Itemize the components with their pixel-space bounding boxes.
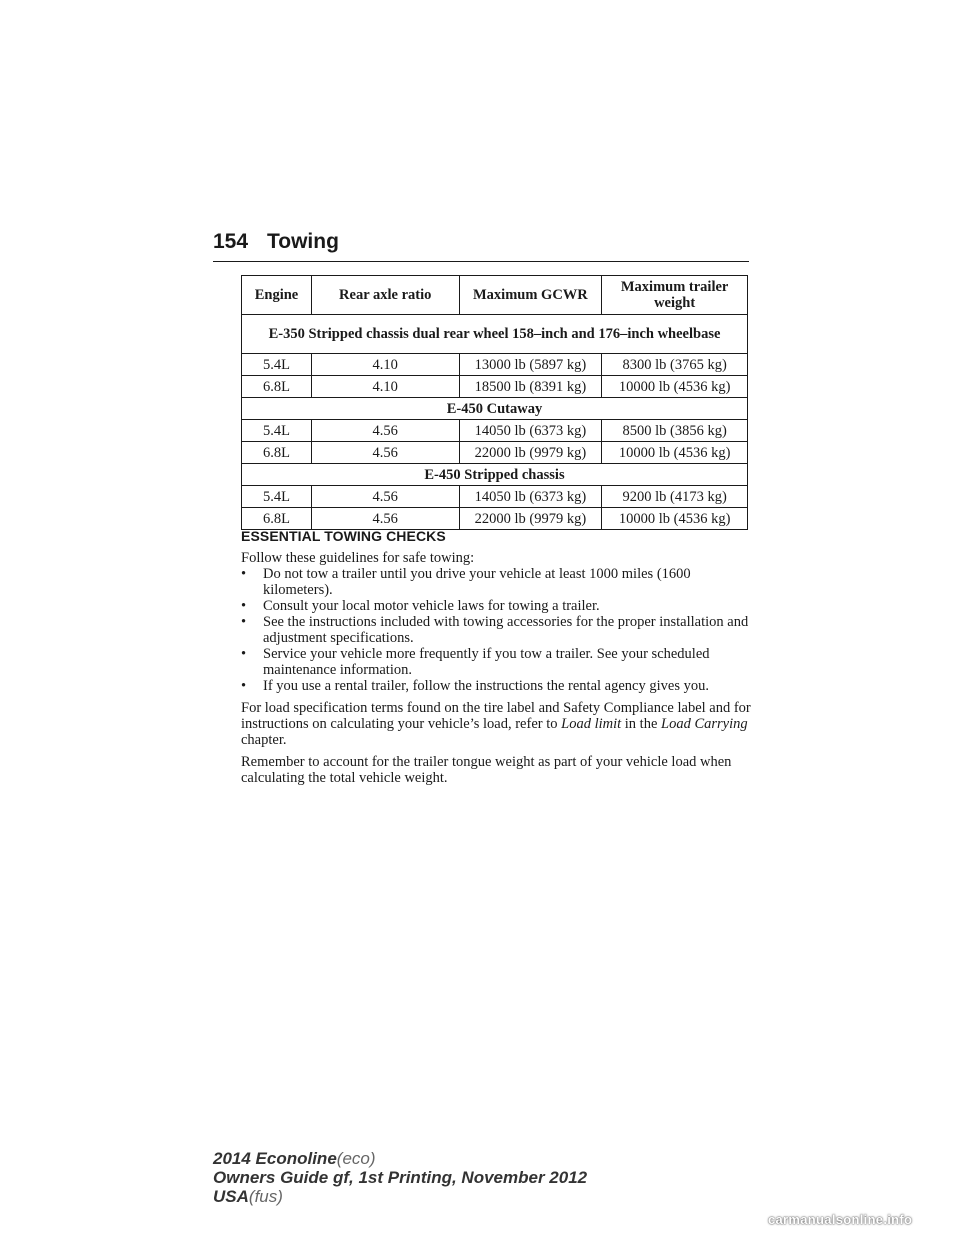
table-row: [242, 420, 748, 442]
column-header-engine: Engine: [242, 276, 312, 315]
group-title-e450-cutaway: E-450 Cutaway: [242, 398, 748, 420]
column-header-maximum-trailer-weight: Maximum trailer weight: [602, 276, 748, 315]
list-item-text: Do not tow a trailer until you drive your vehicle at least 1000 miles (1600 kilometers).: [263, 566, 691, 598]
table-row: [242, 508, 748, 530]
group-row: [242, 398, 748, 420]
list-item: [241, 614, 761, 646]
cell-trailer-weight: 9200 lb (4173 kg): [602, 486, 748, 508]
header-divider: [213, 261, 749, 262]
paragraph-text: chapter.: [241, 732, 287, 748]
footer-model-line: [213, 1149, 587, 1168]
paragraph-text: in the: [624, 716, 658, 732]
table-row: [242, 486, 748, 508]
table-row: [242, 354, 748, 376]
page-number: 154: [213, 230, 249, 253]
footer-market-line: [213, 1187, 587, 1206]
page-footer: [213, 1149, 587, 1206]
section-title: Towing: [267, 230, 339, 253]
group-title-e350-stripped: E-350 Stripped chassis dual rear wheel 158–inch and 176–inch wheelbase: [242, 315, 748, 354]
bullet-icon: •: [241, 566, 247, 582]
cell-axle-ratio: 4.56: [311, 508, 459, 530]
tongue-weight-paragraph: Remember to account for the trailer tongue weight as part of your vehicle load when calculating the total vehicle weight.: [241, 754, 732, 786]
cell-axle-ratio: 4.56: [311, 442, 459, 464]
bullet-icon: •: [241, 614, 247, 630]
cell-axle-ratio: 4.56: [311, 486, 459, 508]
cell-engine: 5.4L: [242, 420, 312, 442]
cell-engine: 5.4L: [242, 486, 312, 508]
model-code: (eco): [336, 1149, 376, 1168]
bullet-icon: •: [241, 646, 247, 662]
list-item-text: If you use a rental trailer, follow the instructions the rental agency gives you.: [263, 678, 709, 694]
cell-trailer-weight: 8300 lb (3765 kg): [602, 354, 748, 376]
list-item: [241, 678, 761, 694]
footer-guide-line: Owners Guide gf, 1st Printing, November 2012: [213, 1168, 588, 1187]
watermark-link[interactable]: carmanualsonline.info: [768, 1212, 913, 1227]
bullet-icon: •: [241, 678, 247, 694]
market-name: USA: [213, 1187, 249, 1206]
cell-gcwr: 18500 lb (8391 kg): [459, 376, 602, 398]
cell-trailer-weight: 10000 lb (4536 kg): [602, 376, 748, 398]
cell-gcwr: 13000 lb (5897 kg): [459, 354, 602, 376]
bullet-icon: •: [241, 598, 247, 614]
cell-axle-ratio: 4.10: [311, 376, 459, 398]
load-specification-paragraph: [241, 700, 761, 748]
market-code: (fus): [248, 1187, 283, 1206]
cell-engine: 6.8L: [242, 508, 312, 530]
paragraph-text: For load specification terms found on the tire label and Safety Compliance label and for instructions on calculating your vehicle’s load, refer to: [241, 700, 751, 732]
cell-trailer-weight: 10000 lb (4536 kg): [602, 442, 748, 464]
guidelines-list: [241, 566, 761, 694]
list-item: [241, 598, 761, 614]
cell-trailer-weight: 8500 lb (3856 kg): [602, 420, 748, 442]
list-item-text: Consult your local motor vehicle laws for towing a trailer.: [263, 598, 600, 614]
cell-gcwr: 14050 lb (6373 kg): [459, 420, 602, 442]
group-row: [242, 464, 748, 486]
towing-checks-section: [241, 528, 761, 792]
list-item-text: Service your vehicle more frequently if you tow a trailer. See your scheduled maintenance information.: [263, 646, 710, 678]
cell-gcwr: 22000 lb (9979 kg): [459, 508, 602, 530]
load-limit-reference: Load limit: [561, 716, 622, 732]
cell-engine: 6.8L: [242, 442, 312, 464]
model-name: 2014 Econoline: [213, 1149, 337, 1168]
group-row: [242, 315, 748, 354]
towing-spec-table: [241, 275, 748, 530]
table-row: [242, 442, 748, 464]
table-header-row: [242, 276, 748, 315]
table-row: [242, 376, 748, 398]
column-header-rear-axle-ratio: Rear axle ratio: [311, 276, 459, 315]
list-item-text: See the instructions included with towing accessories for the proper installation and adjustment specifications.: [263, 614, 749, 646]
cell-axle-ratio: 4.10: [311, 354, 459, 376]
cell-gcwr: 22000 lb (9979 kg): [459, 442, 602, 464]
cell-engine: 6.8L: [242, 376, 312, 398]
list-item: [241, 646, 761, 678]
column-header-maximum-gcwr: Maximum GCWR: [459, 276, 602, 315]
cell-engine: 5.4L: [242, 354, 312, 376]
group-title-e450-stripped: E-450 Stripped chassis: [242, 464, 748, 486]
cell-trailer-weight: 10000 lb (4536 kg): [602, 508, 748, 530]
cell-axle-ratio: 4.56: [311, 420, 459, 442]
load-carrying-reference: Load Carrying: [661, 716, 748, 732]
list-item: [241, 566, 761, 598]
cell-gcwr: 14050 lb (6373 kg): [459, 486, 602, 508]
section-heading: ESSENTIAL TOWING CHECKS: [241, 528, 446, 544]
intro-text: Follow these guidelines for safe towing:: [241, 550, 475, 566]
